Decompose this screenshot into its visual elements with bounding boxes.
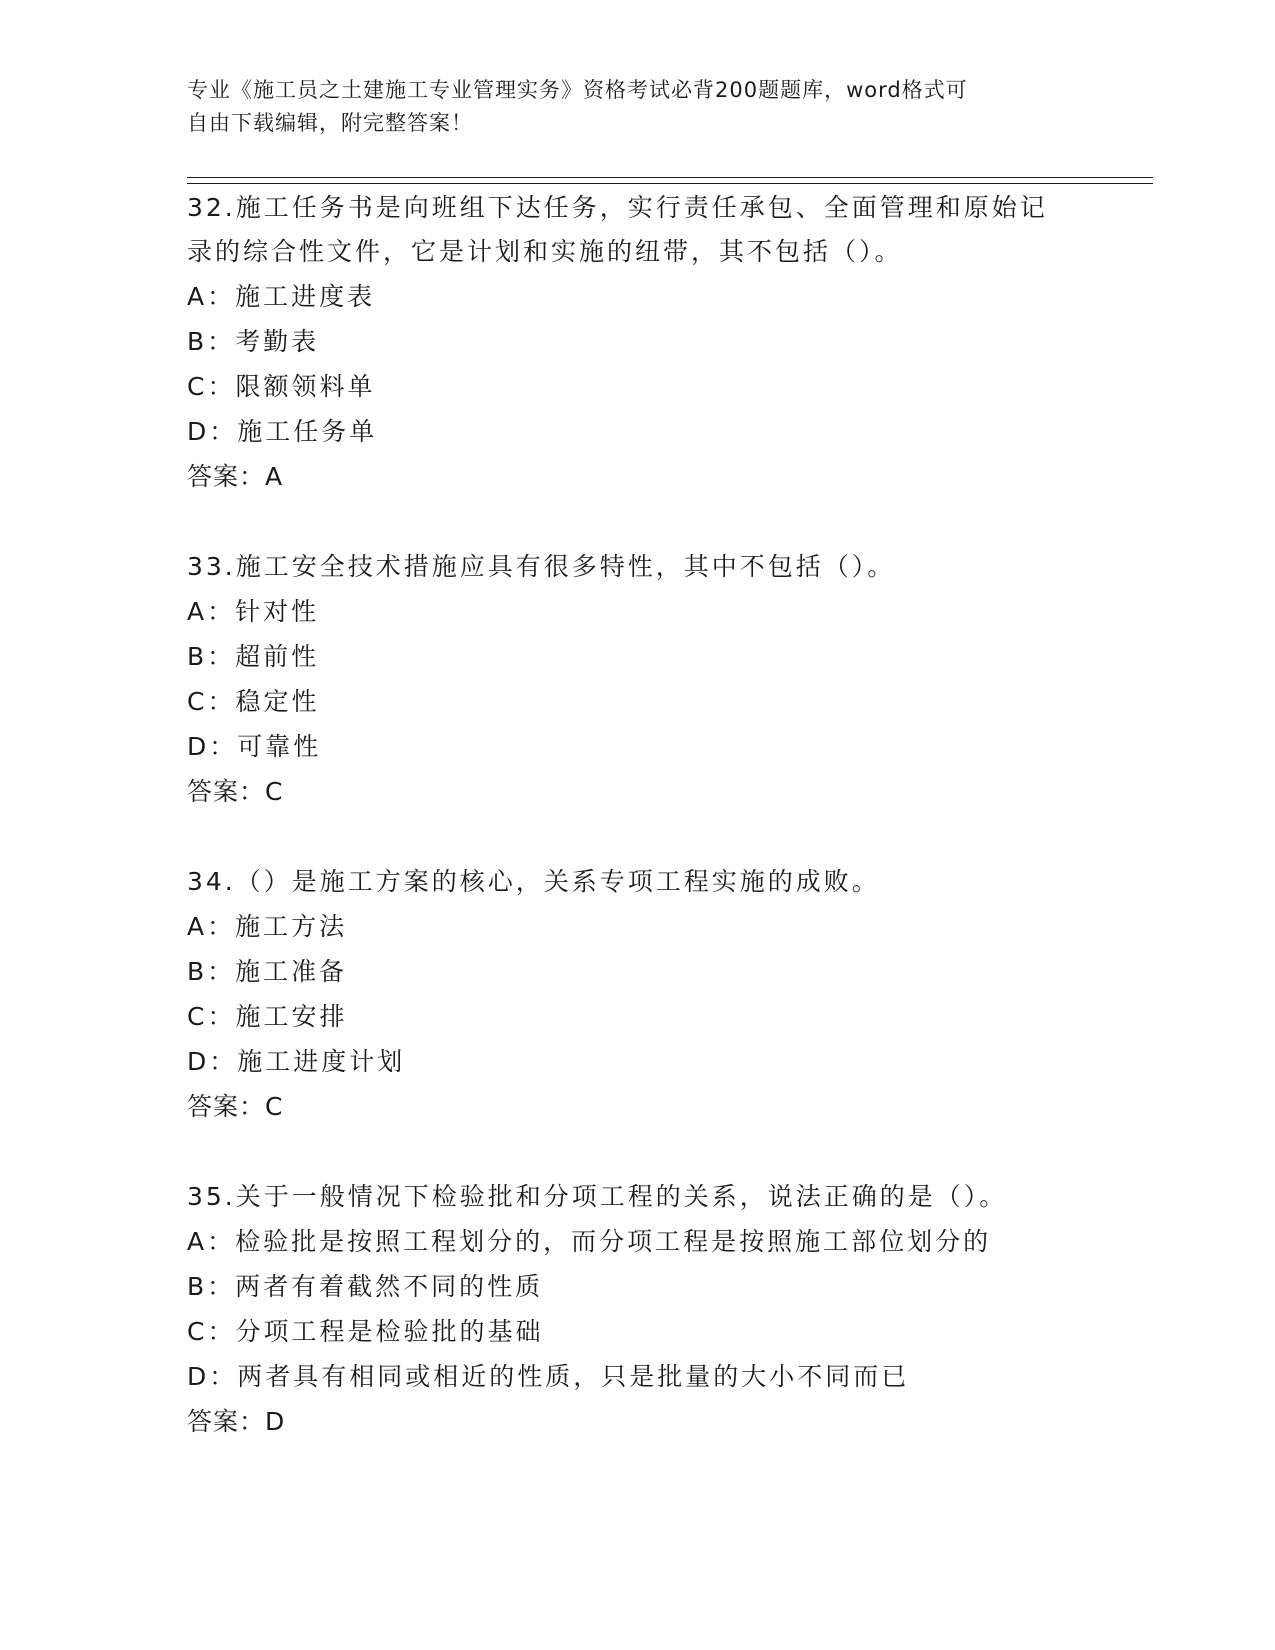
- question-32-stem-line-1: 32.施工任务书是向班组下达任务，实行责任承包、全面管理和原始记: [187, 193, 1048, 222]
- document-header: [187, 74, 1067, 140]
- question-33-option-d: D：可靠性: [187, 732, 322, 761]
- question-35-option-a: A：检验批是按照工程划分的，而分项工程是按照施工部位划分的: [187, 1227, 992, 1256]
- question-35-option-b: B：两者有着截然不同的性质: [187, 1272, 544, 1301]
- question-35-option-c: C：分项工程是检验批的基础: [187, 1317, 544, 1346]
- question-35-answer: 答案：D: [187, 1407, 286, 1436]
- header-line-2: 自由下载编辑，附完整答案！: [187, 111, 473, 135]
- header-divider-top: [187, 177, 1153, 178]
- question-32-option-a: A：施工进度表: [187, 282, 376, 311]
- question-34-option-d: D：施工进度计划: [187, 1047, 406, 1076]
- question-33-option-a: A：针对性: [187, 597, 320, 626]
- question-33-option-c: C：稳定性: [187, 687, 320, 716]
- question-32-option-b: B：考勤表: [187, 327, 320, 356]
- question-34-stem-line-1: 34.（）是施工方案的核心，关系专项工程实施的成败。: [187, 867, 880, 896]
- question-32-stem-line-2: 录的综合性文件，它是计划和实施的纽带，其不包括（）。: [187, 237, 903, 266]
- question-35-stem-line-1: 35.关于一般情况下检验批和分项工程的关系，说法正确的是（）。: [187, 1182, 1008, 1211]
- question-34-option-b: B：施工准备: [187, 957, 348, 986]
- question-34-answer: 答案：C: [187, 1092, 284, 1121]
- question-33-option-b: B：超前性: [187, 642, 320, 671]
- header-divider-bottom: [187, 183, 1153, 184]
- question-35-option-d: D：两者具有相同或相近的性质，只是批量的大小不同而已: [187, 1362, 910, 1391]
- header-line-1: 专业《施工员之土建施工专业管理实务》资格考试必背200题题库，word格式可: [187, 78, 968, 102]
- question-34-option-c: C：施工安排: [187, 1002, 348, 1031]
- question-32-option-d: D：施工任务单: [187, 417, 378, 446]
- question-33-answer: 答案：C: [187, 777, 284, 806]
- question-32-option-c: C：限额领料单: [187, 372, 376, 401]
- question-34-option-a: A：施工方法: [187, 912, 348, 941]
- question-32-answer: 答案：A: [187, 462, 284, 491]
- question-33-stem-line-1: 33.施工安全技术措施应具有很多特性，其中不包括（）。: [187, 552, 896, 581]
